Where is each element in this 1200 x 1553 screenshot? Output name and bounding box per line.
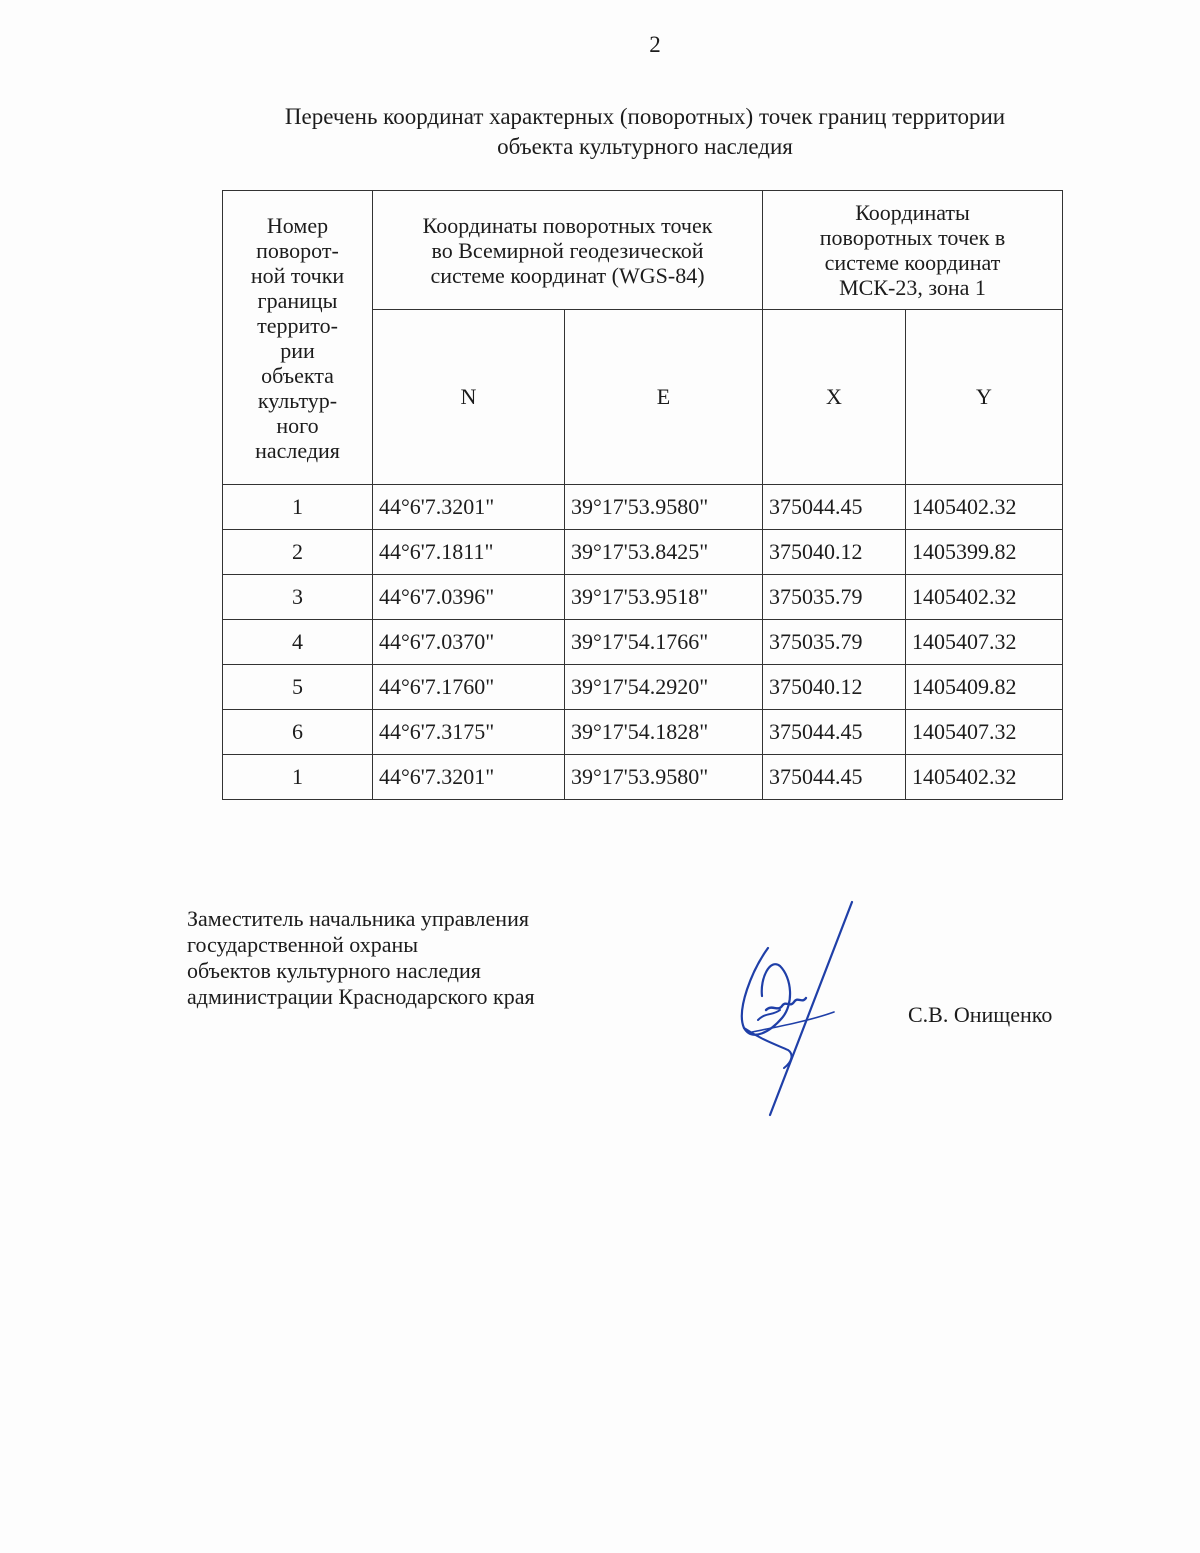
- page-number: 2: [649, 32, 661, 57]
- handwritten-signature: [722, 900, 872, 1125]
- cell-n: 44°6'7.3201": [373, 485, 565, 530]
- table-row: [223, 755, 1063, 800]
- header-msk23: Координаты поворотных точек в системе координат МСК-23, зона 1: [763, 191, 1063, 310]
- position-line: администрации Краснодарского края: [187, 984, 535, 1009]
- cell-n: 44°6'7.1811": [373, 530, 565, 575]
- cell-point: 1: [223, 755, 373, 800]
- table-row: [223, 485, 1063, 530]
- cell-n: 44°6'7.0370": [373, 620, 565, 665]
- table-row: [223, 620, 1063, 665]
- cell-e: 39°17'54.1766": [565, 620, 763, 665]
- cell-point: 5: [223, 665, 373, 710]
- cell-point: 2: [223, 530, 373, 575]
- cell-n: 44°6'7.3201": [373, 755, 565, 800]
- cell-e: 39°17'53.9580": [565, 485, 763, 530]
- table-row: [223, 665, 1063, 710]
- cell-y: 1405407.32: [906, 620, 1063, 665]
- header-wgs84: Координаты поворотных точек во Всемирной геодезической системе координат (WGS-84): [373, 191, 763, 310]
- cell-e: 39°17'53.8425": [565, 530, 763, 575]
- cell-e: 39°17'54.2920": [565, 665, 763, 710]
- coordinates-table: [222, 190, 1063, 800]
- cell-point: 3: [223, 575, 373, 620]
- cell-n: 44°6'7.3175": [373, 710, 565, 755]
- document-title: [215, 102, 1075, 162]
- cell-x: 375044.45: [763, 485, 906, 530]
- cell-x: 375044.45: [763, 755, 906, 800]
- position-line: государственной охраны: [187, 932, 419, 957]
- table-row: [223, 710, 1063, 755]
- cell-e: 39°17'54.1828": [565, 710, 763, 755]
- signatory-position: [187, 906, 535, 1010]
- cell-e: 39°17'53.9518": [565, 575, 763, 620]
- cell-point: 1: [223, 485, 373, 530]
- cell-x: 375044.45: [763, 710, 906, 755]
- title-line-2: объекта культурного наследия: [497, 134, 793, 159]
- cell-y: 1405409.82: [906, 665, 1063, 710]
- cell-y: 1405402.32: [906, 575, 1063, 620]
- cell-e: 39°17'53.9580": [565, 755, 763, 800]
- position-line: объектов культурного наследия: [187, 958, 481, 983]
- header-point-number: Номер поворот- ной точки границы террито- рии объекта культур- ного наследия: [223, 191, 373, 485]
- cell-y: 1405402.32: [906, 485, 1063, 530]
- title-line-1: Перечень координат характерных (поворотных) точек границ территории: [284, 104, 1006, 129]
- header-e: E: [565, 310, 763, 485]
- table-row: [223, 575, 1063, 620]
- header-y: Y: [906, 310, 1063, 485]
- cell-x: 375040.12: [763, 530, 906, 575]
- position-line: Заместитель начальника управления: [187, 906, 529, 931]
- cell-x: 375035.79: [763, 575, 906, 620]
- cell-y: 1405402.32: [906, 755, 1063, 800]
- header-n: N: [373, 310, 565, 485]
- header-x: X: [763, 310, 906, 485]
- cell-x: 375035.79: [763, 620, 906, 665]
- cell-n: 44°6'7.0396": [373, 575, 565, 620]
- cell-point: 4: [223, 620, 373, 665]
- table-row: [223, 530, 1063, 575]
- cell-y: 1405407.32: [906, 710, 1063, 755]
- cell-x: 375040.12: [763, 665, 906, 710]
- cell-n: 44°6'7.1760": [373, 665, 565, 710]
- cell-y: 1405399.82: [906, 530, 1063, 575]
- cell-point: 6: [223, 710, 373, 755]
- signer-name: С.В. Онищенко: [908, 1002, 1053, 1027]
